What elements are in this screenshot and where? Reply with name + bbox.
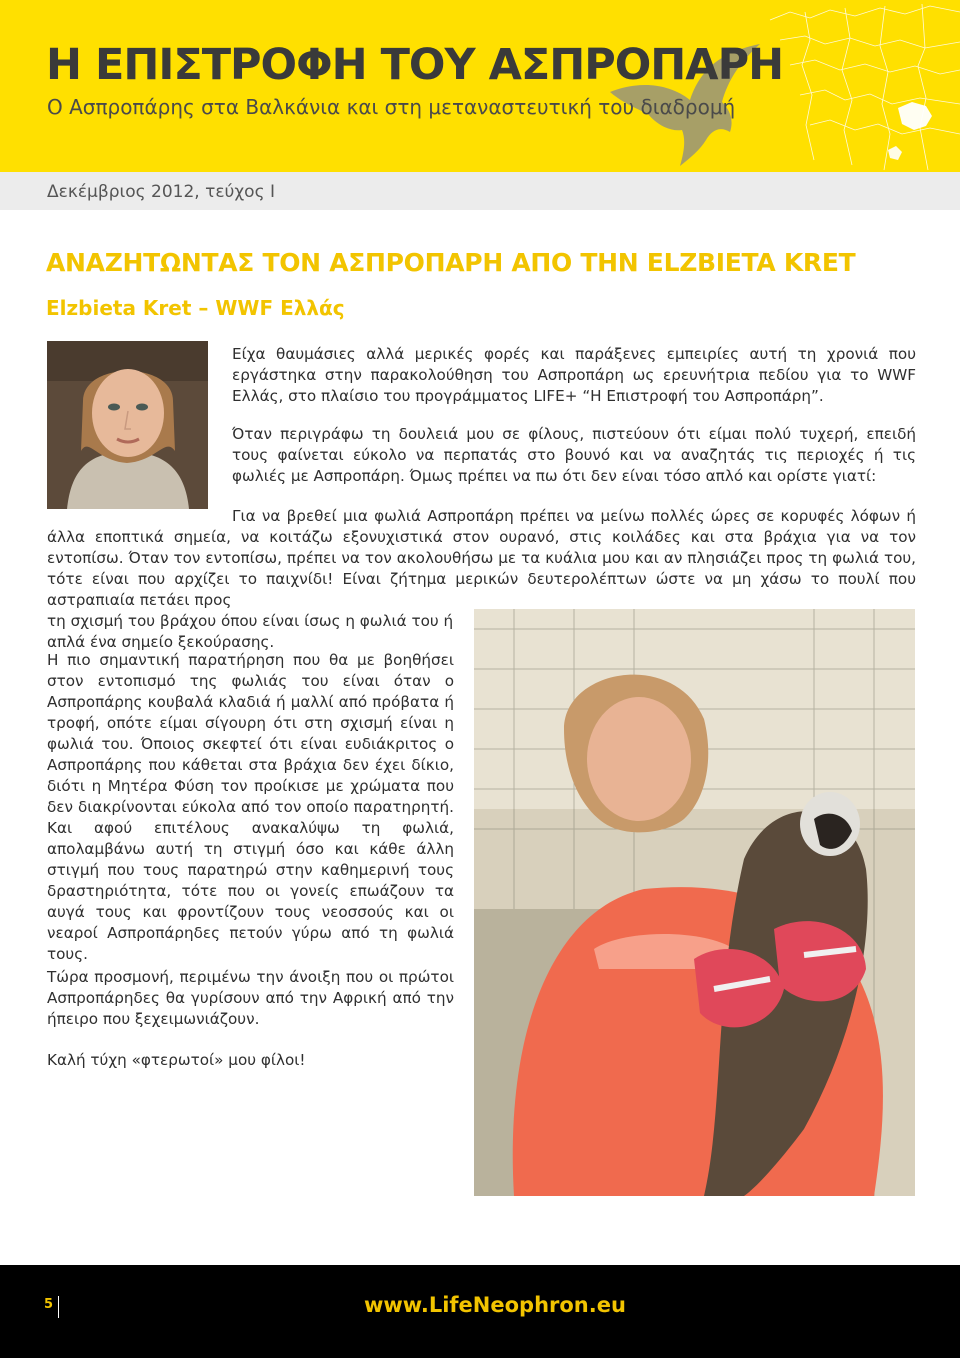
page-number: 5: [44, 1297, 54, 1312]
paragraph-finding-nest: Για να βρεθεί μια φωλιά Ασπροπάρη πρέπει να μείνω πολλές ώρες σε κορυφές λόφων ή άλλα εποπτικά σημεία, να κοιτάζω εξονυχιστικά στον ουρανό, στις κοιλάδες και στα βράχια για να τον εντοπίσω. Όταν τον εντοπίσω, πρέπει να τον ακολουθήσω με τα κυάλια μου και αν πλησιάζει προς τη φωλιά του, τότε είναι που αρχίζει το παιχνίδι! Είναι ζήτημα μερικών δευτερολέπτων ώστε να μη χάσω το πουλί που αστραπιαία πετάει προς: [47, 507, 916, 609]
website-link[interactable]: www.LifeNeophron.eu: [364, 1293, 626, 1317]
page-header: [0, 0, 960, 172]
publication-subtitle: Ο Ασπροπάρης στα Βαλκάνια και στη μεταναστευτική του διαδρομή: [47, 95, 736, 119]
paragraph-waiting: Τώρα προσμονή, περιμένω την άνοιξη που οι πρώτοι Ασπροπάρηδες θα γυρίσουν από την Αφρική από την ήπειρο που ξεχειμωνιάζουν.: [47, 968, 454, 1028]
researcher-with-vulture-photo: [474, 609, 915, 1196]
issue-label: Δεκέμβριος 2012, τεύχος Ι: [47, 182, 275, 202]
article-title: ΑΝΑΖΗΤΩΝΤΑΣ ΤΟΝ ΑΣΠΡΟΠΑΡΗ ΑΠΟ ΤΗΝ ELZBIETA KRET: [46, 248, 856, 277]
article-author: Elzbieta Kret – WWF Ελλάς: [46, 296, 345, 320]
paragraph-friends: Όταν περιγράφω τη δουλειά μου σε φίλους, πιστεύουν ότι είμαι πολύ τυχερή, επειδή τους φαίνεται εύκολο να περπατάς στο βουνό και να αναζητάς τις περιοχές ή τις φωλιές με Ασπροπάρη. Όμως πρέπει να πω ότι δεν είναι τόσο απλό και ορίστε γιατί:: [232, 425, 916, 485]
paragraph-closing: Καλή τύχη «φτερωτοί» μου φίλοι!: [47, 1051, 306, 1069]
paragraph-observation: Η πιο σημαντική παρατήρηση που θα με βοηθήσει στον εντοπισμό της φωλιάς του είναι όταν ο Ασπροπάρης κουβαλά κλαδιά ή μαλλί από πρόβατα ή τροφή, οπότε είμαι σίγουρη ότι στη σχισμή είναι η φωλιά του. Όποιος σκεφτεί ότι είναι ευδιάκριτος ο Ασπροπάρης που κάθεται στα βράχια δεν έχει δίκιο, διότι η Μητέρα Φύση τον προίκισε με χρώματα που δεν διακρίνονται εύκολα από τον οποίο παρατηρητή. Και αφού επιτέλους ανακαλύψω τη φωλιά, απολαμβάνω αυτή τη στιγμή όσο και κάθε άλλη στιγμή που τους παρατηρώ στην καθημερινή τους δραστηριότητα, τότε που οι γονείς επωάζουν τα αυγά τους και φροντίζουν τους νεοσσούς και οι νεαροί Ασπροπάρηδες πετούν γύρω από τη φωλιά τους.: [47, 651, 454, 963]
page-number-divider: [58, 1296, 59, 1318]
paragraph-intro: Είχα θαυμάσιες αλλά μερικές φορές και παράξενες εμπειρίες αυτή τη χρονιά που εργάστηκα στην παρακολούθηση του Ασπροπάρη ως ερευνήτρια πεδίου για το WWF Ελλάς, στο πλαίσιο του προγράμματος LIFE+ “Η Επιστροφή του Ασπροπάρη”.: [232, 345, 916, 405]
paragraph-finding-nest-continued: τη σχισμή του βράχου όπου είναι ίσως η φωλιά του ή απλά ένα σημείο ξεκούρασης.: [47, 612, 454, 651]
publication-title: Η ΕΠΙΣΤΡΟΦΗ ΤΟΥ ΑΣΠΡΟΠΑΡΗ: [46, 40, 784, 90]
author-portrait: [47, 341, 208, 509]
